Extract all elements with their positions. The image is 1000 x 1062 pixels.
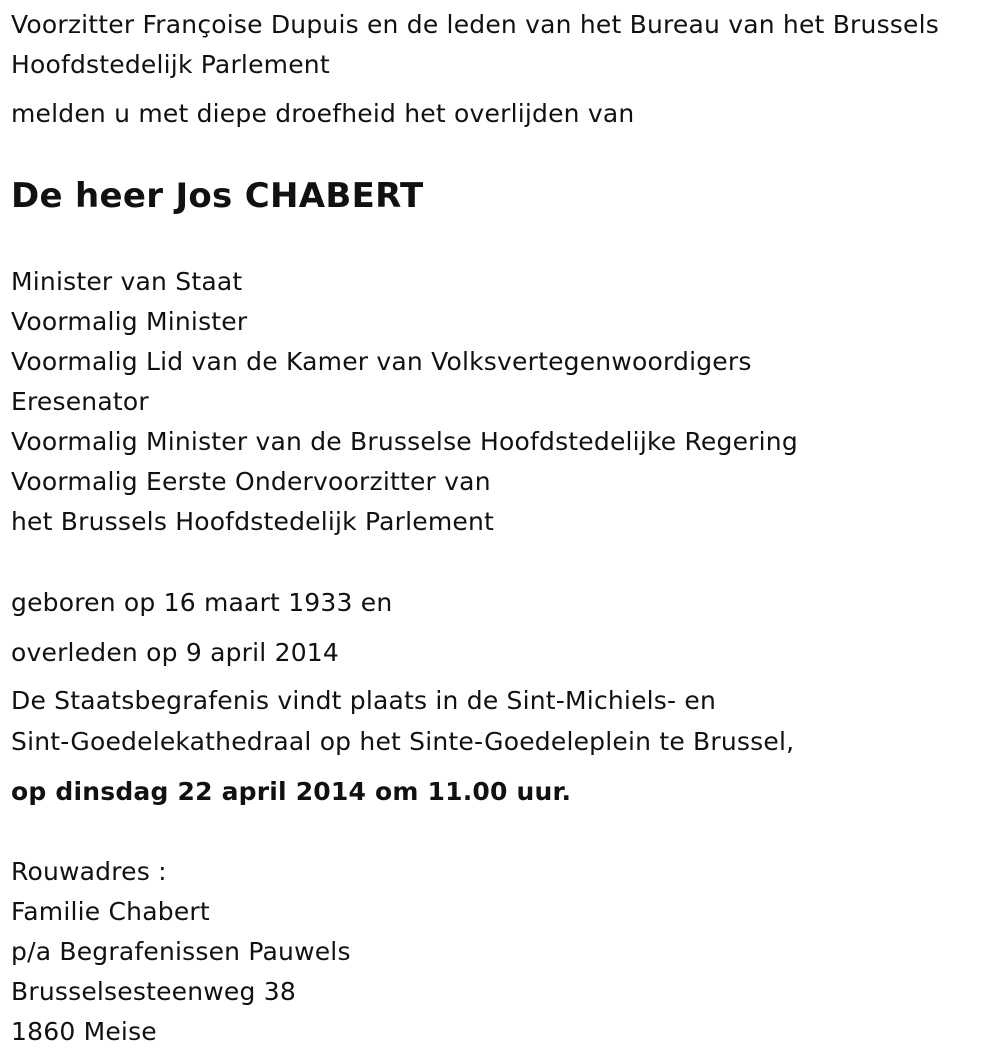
announcer-line-2: Hoofdstedelijk Parlement — [11, 50, 330, 79]
address-line: 1860 Meise — [11, 1017, 157, 1046]
birth-date: geboren op 16 maart 1933 en — [11, 588, 393, 617]
funeral-line-1: De Staatsbegrafenis vindt plaats in de Sint-Michiels- en — [11, 686, 717, 715]
title-line: Voormalig Minister — [11, 307, 248, 336]
title-line: het Brussels Hoofdstedelijk Parlement — [11, 507, 495, 536]
title-line: Eresenator — [11, 387, 149, 416]
funeral-datetime: op dinsdag 22 april 2014 om 11.00 uur. — [11, 777, 572, 806]
address-line: Familie Chabert — [11, 897, 210, 926]
title-line: Minister van Staat — [11, 267, 243, 296]
address-line: Brusselsesteenweg 38 — [11, 977, 296, 1006]
announcer-line-1: Voorzitter Françoise Dupuis en de leden van het Bureau van het Brussels — [11, 10, 939, 39]
announcement-line: melden u met diepe droefheid het overlijden van — [11, 99, 635, 128]
title-line: Voormalig Lid van de Kamer van Volksvertegenwoordigers — [11, 347, 752, 376]
address-label: Rouwadres : — [11, 857, 167, 886]
address-line: p/a Begrafenissen Pauwels — [11, 937, 351, 966]
funeral-line-2: Sint-Goedelekathedraal op het Sinte-Goedeleplein te Brussel, — [11, 727, 795, 756]
title-line: Voormalig Minister van de Brusselse Hoofdstedelijke Regering — [11, 427, 798, 456]
title-line: Voormalig Eerste Ondervoorzitter van — [11, 467, 491, 496]
deceased-name: De heer Jos CHABERT — [11, 176, 424, 216]
death-date: overleden op 9 april 2014 — [11, 638, 340, 667]
